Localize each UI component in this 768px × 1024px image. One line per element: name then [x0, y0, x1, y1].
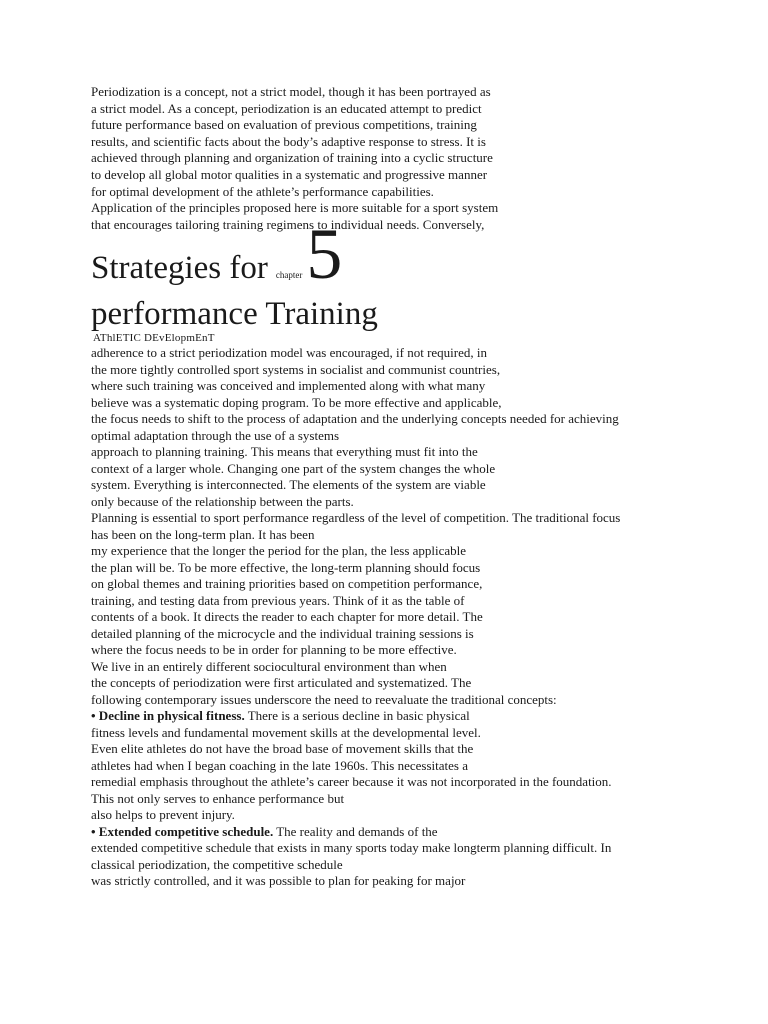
bullet-lead: • Extended competitive schedule. — [91, 823, 274, 839]
bullet-decline-fitness — [91, 708, 731, 725]
text-line: detailed planning of the microcycle and the individual training sessions is — [91, 625, 474, 641]
bullet-extended-schedule — [91, 824, 731, 841]
chapter-title-line2: performance Training — [91, 296, 378, 333]
text-line: my experience that the longer the period for the plan, the less applicable — [91, 543, 467, 559]
text-line: that encourages tailoring training regimens to individual needs. Conversely, — [91, 216, 485, 232]
text-line: Planning is essential to sport performance regardless of the level of competition. The traditional focus — [91, 510, 621, 526]
chapter-word: chapter — [275, 270, 303, 281]
bullet-text: The reality and demands of the — [273, 823, 438, 839]
text-line: also helps to prevent injury. — [91, 807, 235, 823]
text-line: approach to planning training. This means that everything must fit into the — [91, 444, 478, 460]
text-line: where the focus needs to be in order for planning to be more effective. — [91, 642, 457, 658]
text-line: believe was a systematic doping program. To be more effective and applicable, — [91, 394, 502, 410]
body-text — [91, 345, 731, 890]
text-line: system. Everything is interconnected. The elements of the system are viable — [91, 477, 486, 493]
text-line: where such training was conceived and implemented along with what many — [91, 378, 486, 394]
text-line: Periodization is a concept, not a strict model, though it has been portrayed as — [91, 84, 491, 99]
text-line: future performance based on evaluation of previous competitions, training — [91, 117, 477, 133]
text-line: the focus needs to shift to the process of adaptation and the underlying concepts needed for achieving — [91, 411, 619, 427]
text-line: on global themes and training priorities based on competition performance, — [91, 576, 483, 592]
text-line: fitness levels and fundamental movement skills at the developmental level. — [91, 724, 481, 740]
intro-paragraph — [91, 84, 731, 233]
chapter-number: 5 — [306, 214, 343, 295]
text-line: only because of the relationship between the parts. — [91, 493, 354, 509]
text-line: We live in an entirely different sociocultural environment than when — [91, 658, 447, 674]
bullet-lead: • Decline in physical fitness. — [91, 708, 245, 724]
bullet-text: There is a serious decline in basic physical — [244, 708, 470, 724]
text-line: achieved through planning and organization of training into a cyclic structure — [91, 150, 493, 166]
text-line: This not only serves to enhance performance but — [91, 790, 345, 806]
text-line: the plan will be. To be more effective, the long-term planning should focus — [91, 559, 481, 575]
text-line: for optimal development of the athlete’s performance capabilities. — [91, 183, 434, 199]
document-page — [91, 84, 731, 890]
text-line: training, and testing data from previous years. Think of it as the table of — [91, 592, 465, 608]
chapter-title-line1: Strategies for — [91, 250, 268, 287]
text-line: Application of the principles proposed here is more suitable for a sport system — [91, 200, 499, 216]
text-line: optimal adaptation through the use of a systems — [91, 427, 340, 443]
text-line: adherence to a strict periodization model was encouraged, if not required, in — [91, 345, 487, 361]
text-line: a strict model. As a concept, periodization is an educated attempt to predict — [91, 100, 482, 116]
text-line: to develop all global motor qualities in a systematic and progressive manner — [91, 166, 488, 182]
text-line: the concepts of periodization were first articulated and systematized. The — [91, 675, 472, 691]
text-line: the more tightly controlled sport systems in socialist and communist countries, — [91, 361, 501, 377]
text-line: was strictly controlled, and it was possible to plan for peaking for major — [91, 873, 466, 889]
text-line: Even elite athletes do not have the broad base of movement skills that the — [91, 741, 474, 757]
text-line: has been on the long-term plan. It has been — [91, 526, 315, 542]
text-line: context of a larger whole. Changing one part of the system changes the whole — [91, 460, 496, 476]
text-line: classical periodization, the competitive schedule — [91, 856, 343, 872]
text-line: remedial emphasis throughout the athlete’s career because it was not incorporated in the foundation. — [91, 774, 612, 790]
running-head: AThlETIC DEvElopmEnT — [93, 332, 215, 345]
text-line: following contemporary issues underscore the need to reevaluate the traditional concepts: — [91, 691, 557, 707]
text-line: contents of a book. It directs the reader to each chapter for more detail. The — [91, 609, 483, 625]
text-line: athletes had when I began coaching in the late 1960s. This necessitates a — [91, 757, 468, 773]
text-line: results, and scientific facts about the body’s adaptive response to stress. It is — [91, 133, 486, 149]
text-line: extended competitive schedule that exists in many sports today make longterm planning difficult. In — [91, 840, 612, 856]
